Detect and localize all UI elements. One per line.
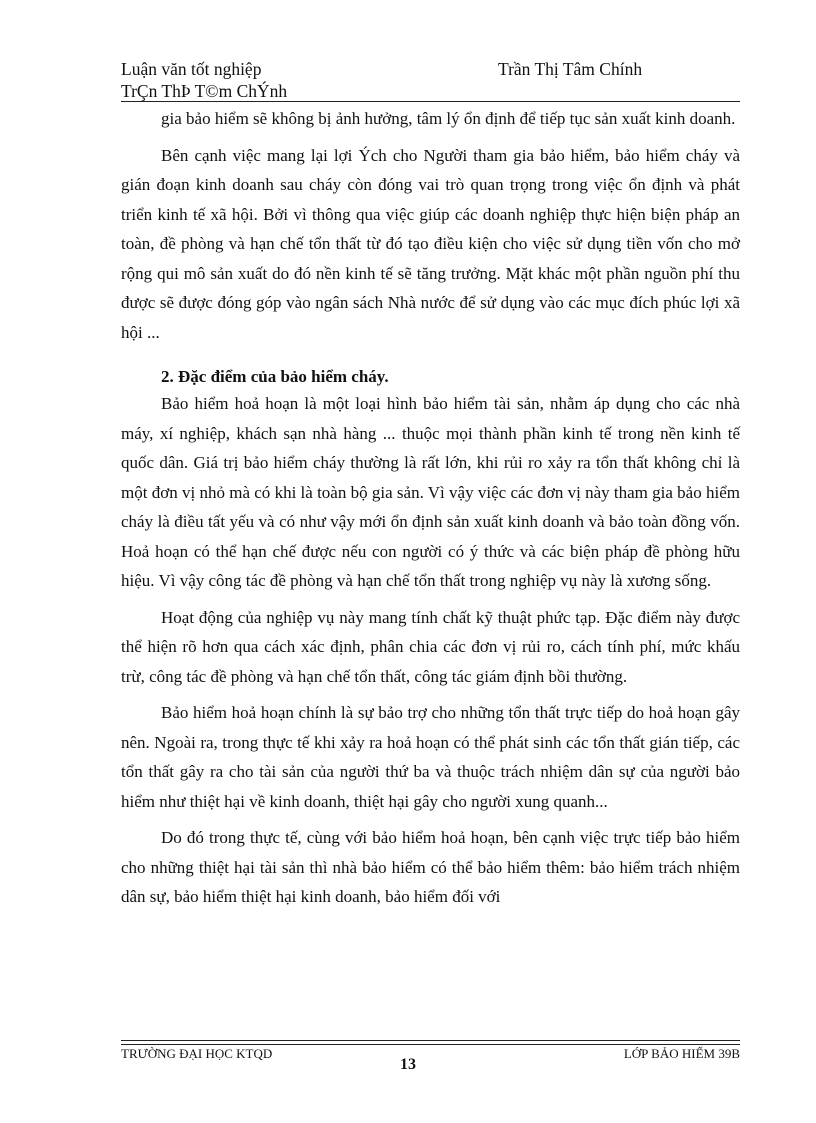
thesis-label: Luận văn tốt nghiệp [121,59,262,79]
paragraph-6: Do đó trong thực tế, cùng với bảo hiểm hoả hoạn, bên cạnh việc trực tiếp bảo hiểm cho những thiệt hại tài sản thì nhà bảo hiểm có thể bảo hiểm thêm: bảo hiểm trách nhiệm dân sự, bảo hiểm thiệt hại kinh doanh, bảo hiểm đối với [121,828,740,906]
section-heading: 2. Đặc điểm của bảo hiểm cháy. [161,367,389,386]
paragraph-5: Bảo hiểm hoả hoạn chính là sự bảo trợ cho những tổn thất trực tiếp do hoả hoạn gây nên. Ngoài ra, trong thực tế khi xảy ra hoả hoạn có thể phát sinh các tổn thất gián tiếp, các tổn thất gây ra cho tài sản của người thứ ba và thuộc trách nhiệm dân sự của người bảo hiểm như thiệt hại về kinh doanh, thiệt hại gây cho người xung quanh... [121,703,740,811]
author-name: Trần Thị Tâm Chính [498,59,643,79]
paragraph-1: gia bảo hiểm sẽ không bị ảnh hưởng, tâm lý ổn định để tiếp tục sản xuất kinh doanh. [161,109,736,128]
paragraph-3: Bảo hiểm hoả hoạn là một loại hình bảo hiểm tài sản, nhằm áp dụng cho các nhà máy, xí nghiệp, khách sạn nhà hàng ... thuộc mọi thành phần kinh tế trong nền kinh tế quốc dân. Giá trị bảo hiểm cháy thường là rất lớn, khi rủi ro xảy ra tổn thất không chỉ là một đơn vị nhỏ mà có khi là toàn bộ gia sản. Vì vậy việc các đơn vị này tham gia bảo hiểm cháy là điều tất yếu và có như vậy mới ổn định sản xuất kinh doanh và bảo toàn đồng vốn. Hoả hoạn có thể hạn chế được nếu con người có ý thức và các biện pháp đề phòng hữu hiệu. Vì vậy công tác đề phòng và hạn chế tổn thất trong nghiệp vụ này là xương sống. [121,394,740,590]
footer-class: LỚP BẢO HIỂM 39B [623,1046,740,1061]
page-body [121,104,740,912]
page-number: 13 [400,1056,416,1073]
running-header-left [121,58,287,102]
footer-rule-top [121,1040,740,1041]
paragraph-2: Bên cạnh việc mang lại lợi Ých cho Người tham gia bảo hiểm, bảo hiểm cháy và gián đoạn kinh doanh sau cháy còn đóng vai trò quan trọng trong việc ổn định và phát triển kinh tế xã hội. Bởi vì thông qua việc giúp các doanh nghiệp thực hiện biện pháp an toàn, đề phòng và hạn chế tổn thất từ đó tạo điều kiện cho việc sử dụng tiền vốn cho mở rộng qui mô sản xuất do đó nền kinh tế sẽ tăng trưởng. Mặt khác một phần nguồn phí thu được sẽ được đóng góp vào ngân sách Nhà nước để sử dụng vào các mục đích phúc lợi xã hội ... [121,145,740,342]
author-name-garbled: TrÇn ThÞ T©m ChÝnh [121,81,288,101]
footer-university: TRƯỜNG ĐẠI HỌC KTQD [121,1046,273,1061]
paragraph-4: Hoạt động của nghiệp vụ này mang tính chất kỹ thuật phức tạp. Đặc điểm này được thể hiện rõ hơn qua cách xác định, phân chia các đơn vị rủi ro, cách tính phí, mức khấu trừ, công tác đề phòng và hạn chế tổn thất, công tác giám định bồi thường. [121,607,740,686]
header-rule [121,101,740,102]
footer-rule-bottom [121,1044,740,1045]
